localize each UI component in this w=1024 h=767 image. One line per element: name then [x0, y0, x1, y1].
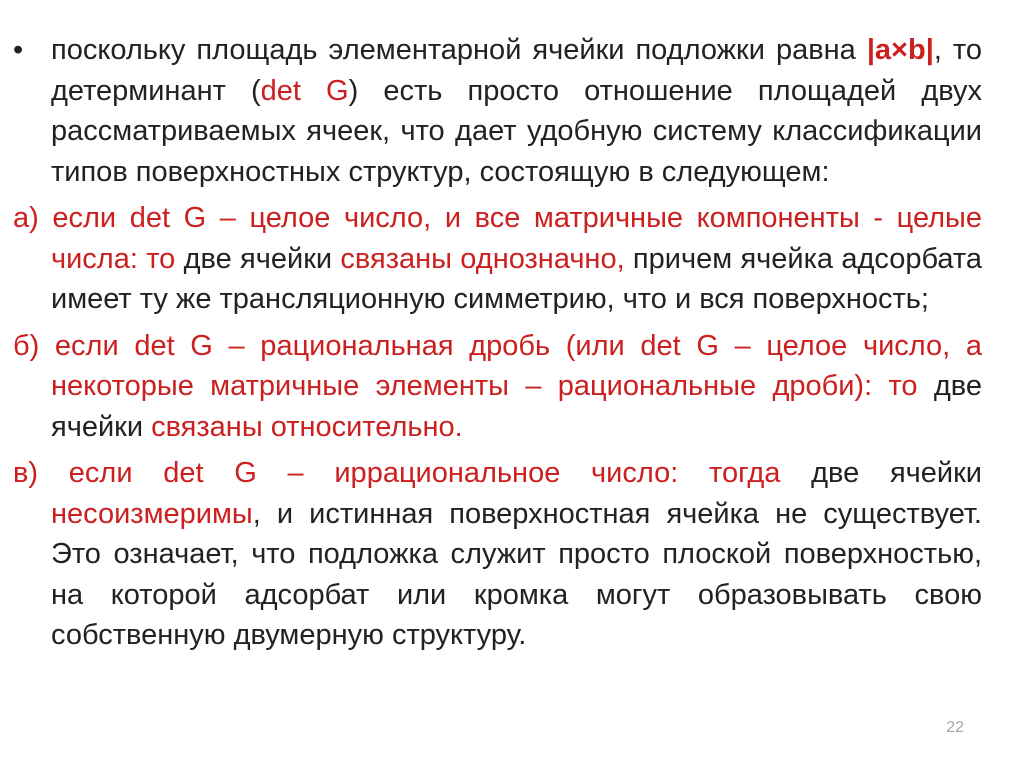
- item-b-paragraph: [13, 326, 982, 448]
- item-c-text-1: две ячейки: [780, 457, 982, 489]
- item-b-relation: связаны относительно.: [151, 410, 463, 443]
- item-c-condition: в) если det G – иррациональное число: тогда: [13, 457, 781, 489]
- slide-number: 22: [946, 719, 964, 736]
- area-formula: |a×b|: [866, 34, 934, 66]
- item-a-condition: а) если det G – целое число, и все матричные компоненты - целые числа: то: [13, 202, 982, 275]
- intro-paragraph: [13, 30, 982, 192]
- item-a-paragraph: [13, 198, 982, 320]
- intro-text-1: поскольку площадь элементарной ячейки подложки равна: [51, 34, 867, 66]
- intro-text-2: , то детерминант (: [51, 34, 983, 107]
- item-a-relation: связаны однозначно,: [340, 242, 625, 275]
- item-a-text-2: причем ячейка адсорбата имеет ту же трансляционную симметрию, что и вся поверхность;: [51, 242, 982, 315]
- intro-text-3: ) есть просто отношение площадей двух рассматриваемых ячеек, что дает удобную систему классификации типов поверхностных структур, состоящую в следующем:: [51, 74, 983, 188]
- item-b-condition: б) если det G – рациональная дробь (или det G – целое число, а некоторые матричные элементы – рациональные дроби): то: [13, 329, 982, 402]
- item-c-text-2: , и истинная поверхностная ячейка не существует. Это означает, что подложка служит просто плоской поверхностью, на которой адсорбат или кромка могут образовывать свою собственную двумерную структуру.: [51, 497, 982, 651]
- item-a-text-1: две ячейки: [175, 242, 341, 275]
- bullet-icon: •: [13, 34, 24, 66]
- item-c-relation: несоизмеримы: [51, 497, 253, 530]
- det-term: det G: [260, 74, 349, 107]
- item-c-paragraph: [13, 453, 982, 656]
- item-b-text-1: две ячейки: [51, 370, 983, 443]
